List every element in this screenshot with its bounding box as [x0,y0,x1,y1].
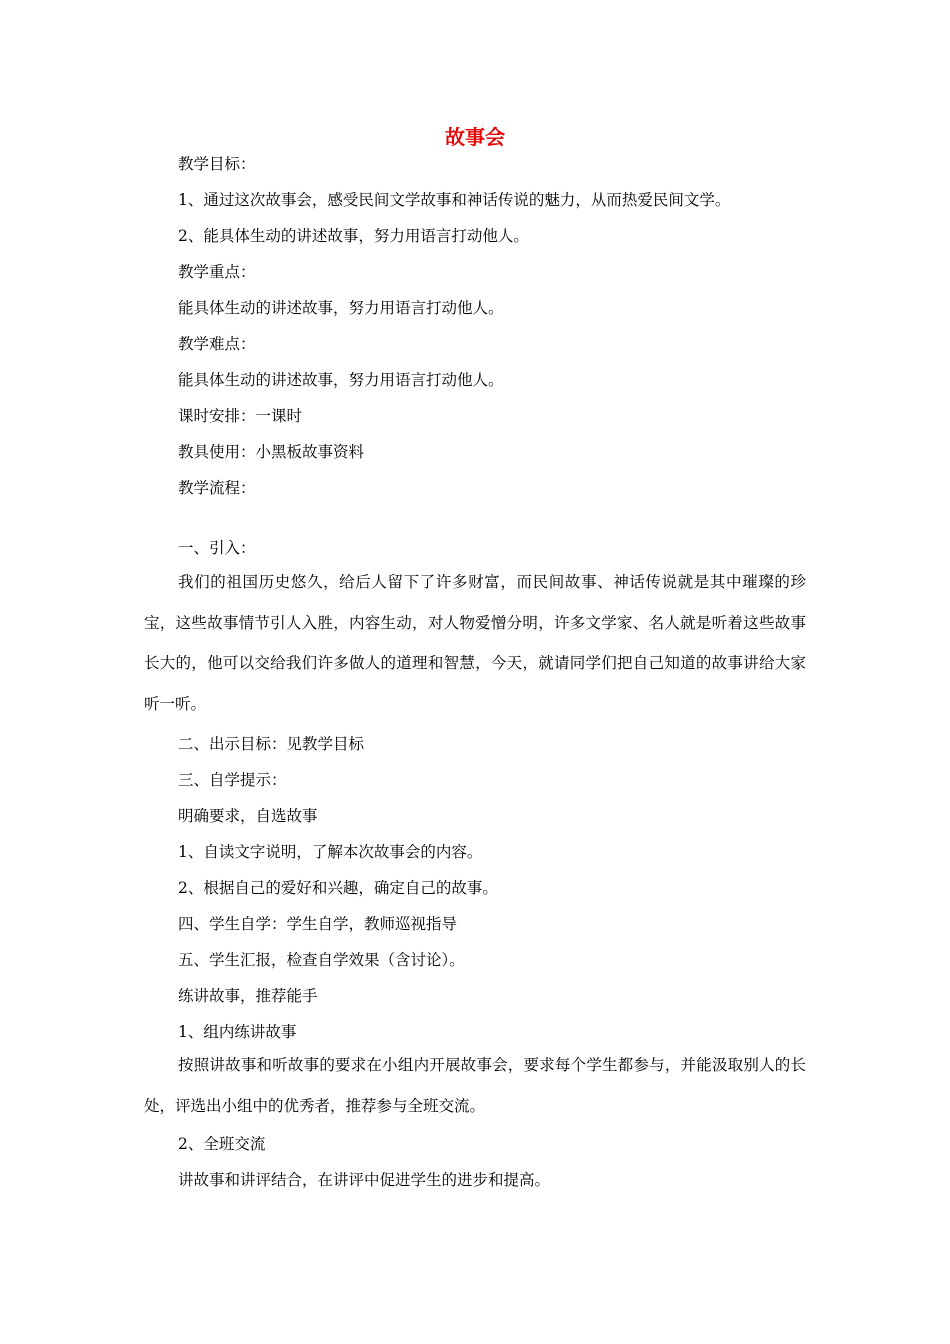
goal-item-1: 1、通过这次故事会，感受民间文学故事和神话传说的魅力，从而热爱民间文学。 [178,191,731,209]
section-report: 五、学生汇报，检查自学效果（含讨论）。 [178,951,465,969]
tip-item-1: 1、自读文字说明，了解本次故事会的内容。 [178,843,483,861]
practice-item-1: 1、组内练讲故事 [178,1023,297,1041]
practice-item-2: 2、全班交流 [178,1135,266,1153]
class-hours-text: 课时安排：一课时 [178,407,303,425]
document-title: 故事会 [445,125,505,149]
heading-teaching-goals: 教学目标： [178,155,256,173]
requirements-text: 明确要求，自选故事 [178,807,318,825]
class-exchange-text: 讲故事和讲评结合，在讲评中促进学生的进步和提高。 [178,1171,551,1189]
introduction-paragraph: 我们的祖国历史悠久，给后人留下了许多财富，而民间故事、神话传说就是其中璀璨的珍宝，这些故事情节引人入胜，内容生动，对人物爱憎分明，许多文学家、名人就是听着这些故事长大的，他可以交给我们许多做人的道理和智慧，今天，就请同学们把自己知道的故事讲给大家听一听。 [144,573,806,713]
difficulties-text: 能具体生动的讲述故事，努力用语言打动他人。 [178,371,504,389]
teaching-aids-text: 教具使用：小黑板故事资料 [178,443,365,461]
section-show-goals: 二、出示目标：见教学目标 [178,735,365,753]
heading-key-points: 教学重点： [178,263,256,281]
key-points-text: 能具体生动的讲述故事，努力用语言打动他人。 [178,299,504,317]
group-practice-paragraph: 按照讲故事和听故事的要求在小组内开展故事会，要求每个学生都参与，并能汲取别人的长处，评选出小组中的优秀者，推荐参与全班交流。 [144,1056,806,1115]
goal-item-2: 2、能具体生动的讲述故事，努力用语言打动他人。 [178,227,529,245]
heading-process: 教学流程： [178,479,256,497]
section-self-study: 四、学生自学：学生自学，教师巡视指导 [178,915,458,933]
tip-item-2: 2、根据自己的爱好和兴趣，确定自己的故事。 [178,879,498,897]
heading-difficulties: 教学难点： [178,335,256,353]
section-introduction: 一、引入： [178,539,256,557]
section-self-study-tips: 三、自学提示： [178,771,287,789]
practice-text: 练讲故事，推荐能手 [178,987,318,1005]
